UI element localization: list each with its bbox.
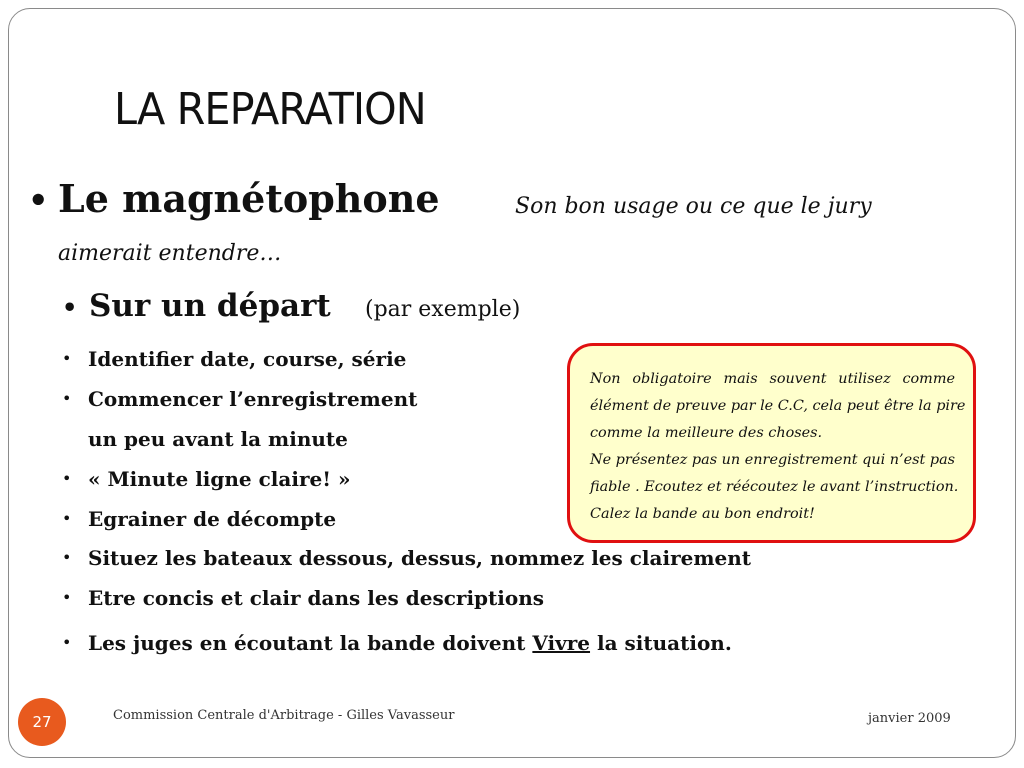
list-item: Situez les bateaux dessous, dessus, nommez les clairement [88, 546, 752, 570]
note-line: Calez la bande au bon endroit! [590, 506, 815, 522]
list-item-bullet: • [62, 349, 72, 368]
note-box [567, 343, 976, 543]
list-item [88, 633, 732, 653]
main-heading: Le magnétophone [58, 176, 440, 221]
main-subtitle-line1: Son bon usage ou ce que le jury [515, 194, 872, 219]
list-item-bullet: • [62, 588, 72, 607]
list-item-text-end: la situation. [590, 631, 732, 655]
list-item: Etre concis et clair dans les descriptions [88, 586, 545, 610]
list-item: Identifier date, course, série [88, 347, 407, 371]
note-line: comme la meilleure des choses. [590, 425, 823, 441]
main-subtitle-line2: aimerait entendre… [58, 241, 282, 266]
list-item: « Minute ligne claire! » [88, 467, 351, 491]
footer-date: janvier 2009 [868, 711, 951, 726]
sub-heading: Sur un départ [89, 288, 331, 324]
sub-heading-note: (par exemple) [365, 297, 521, 322]
list-item-continuation: un peu avant la minute [88, 427, 348, 451]
list-item-bullet: • [62, 548, 72, 567]
list-item-bullet: • [62, 389, 72, 408]
list-item-text: Les juges en écoutant la bande doivent [88, 631, 526, 655]
list-item-bullet: • [62, 633, 72, 652]
list-item: Commencer l’enregistrement [88, 387, 418, 411]
note-line: Ne présentez pas un enregistrement qui n’est pas [590, 452, 956, 468]
page-number-badge: 27 [18, 698, 66, 746]
note-line: fiable . Ecoutez et réécoutez le avant l’instruction. [590, 479, 959, 495]
footer-author: Commission Centrale d'Arbitrage - Gilles Vavasseur [113, 708, 455, 723]
note-line: élément de preuve par le C.C, cela peut être la pire [590, 398, 966, 414]
slide-title: LA REPARATION [114, 84, 426, 135]
list-item: Egrainer de décompte [88, 507, 337, 531]
note-line: Non obligatoire mais souvent utilisez comme [590, 371, 955, 387]
list-item-bullet: • [62, 469, 72, 488]
heading-bullet: • [28, 181, 49, 219]
list-item-bullet: • [62, 509, 72, 528]
subheading-bullet: • [62, 293, 78, 322]
vivre-underlined: Vivre [532, 631, 591, 655]
